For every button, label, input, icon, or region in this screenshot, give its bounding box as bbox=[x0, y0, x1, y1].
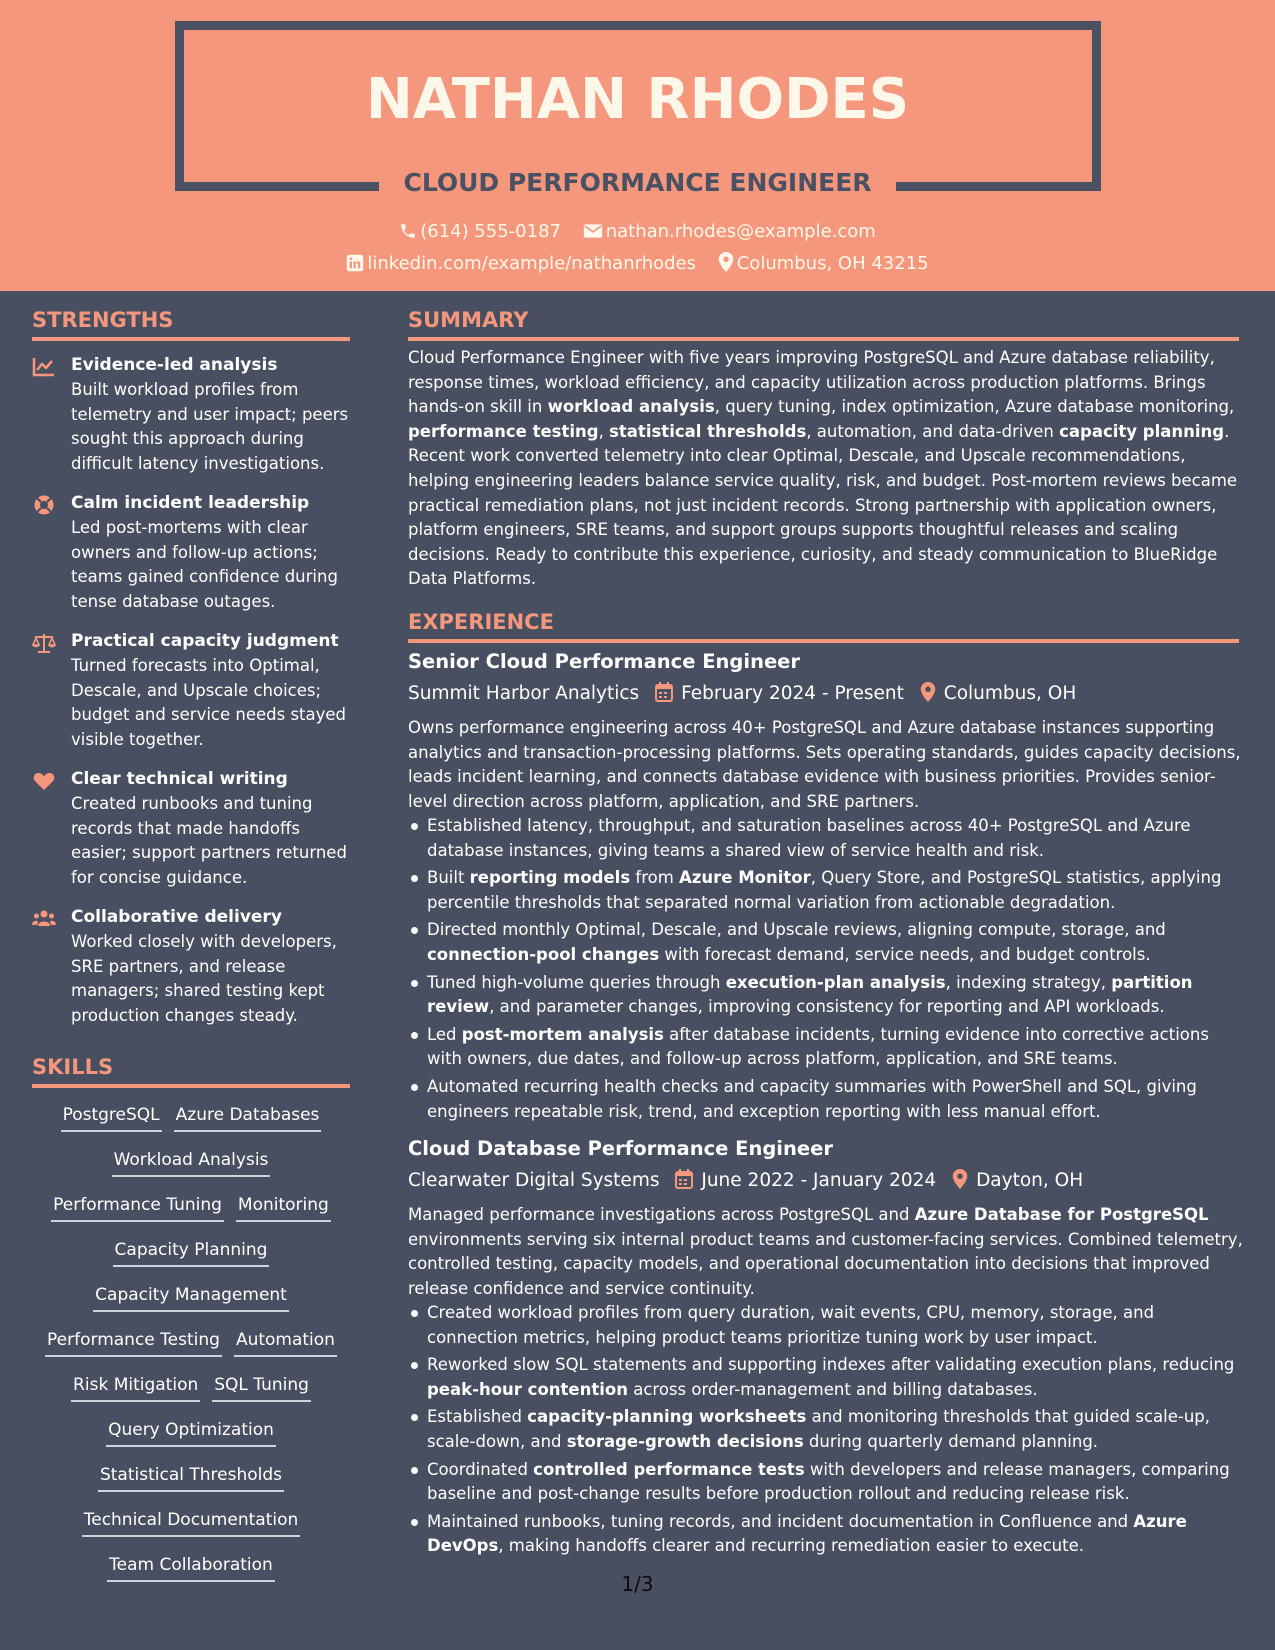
life-ring-icon bbox=[32, 494, 56, 516]
skill-tag: Capacity Management bbox=[93, 1283, 289, 1312]
experience-rule bbox=[408, 639, 1239, 643]
phone-text: (614) 555-0187 bbox=[420, 221, 561, 242]
job-title: Senior Cloud Performance Engineer bbox=[408, 650, 801, 673]
heart-icon bbox=[32, 770, 56, 792]
job-meta bbox=[408, 1168, 1093, 1194]
strength-title: Calm incident leadership bbox=[71, 493, 310, 513]
skill-tag: Performance Tuning bbox=[51, 1193, 224, 1222]
contact-phone[interactable] bbox=[399, 220, 561, 244]
map-pin-icon bbox=[718, 252, 734, 272]
email-text: nathan.rhodes@example.com bbox=[605, 221, 876, 242]
skill-tag: Technical Documentation bbox=[82, 1508, 301, 1537]
job-bullet: Tuned high-volume queries through execution-plan analysis, indexing strategy, partition review, and parameter changes, improving consistency for reporting and API workloads. bbox=[408, 971, 1243, 1020]
map-pin-icon bbox=[952, 1169, 968, 1189]
job-company: Clearwater Digital Systems bbox=[408, 1170, 660, 1191]
skill-row bbox=[32, 1238, 350, 1267]
job-bullet: Automated recurring health checks and capacity summaries with PowerShell and SQL, giving engineers repeatable risk, trend, and exception reporting with less manual effort. bbox=[408, 1075, 1243, 1124]
strength-title: Practical capacity judgment bbox=[71, 631, 339, 651]
job-dates bbox=[655, 681, 904, 707]
strength-title: Collaborative delivery bbox=[71, 907, 282, 927]
strengths-heading: STRENGTHS bbox=[32, 308, 174, 332]
skill-row bbox=[32, 1148, 350, 1177]
job-bullet: Maintained runbooks, tuning records, and incident documentation in Confluence and Azure DevOps, making handoffs clearer and recurring remediation easier to execute. bbox=[408, 1510, 1243, 1559]
summary-rule bbox=[408, 337, 1239, 341]
contact-location bbox=[718, 252, 929, 276]
skill-tag: Monitoring bbox=[236, 1193, 331, 1222]
job-bullet: Coordinated controlled performance tests with developers and release managers, comparing baseline and post-change results before production rollout and reducing release risk. bbox=[408, 1458, 1243, 1507]
candidate-name: NATHAN RHODES bbox=[365, 67, 910, 132]
job-location-text: Columbus, OH bbox=[943, 683, 1077, 704]
job-bullets bbox=[408, 814, 1243, 1127]
linkedin-text: linkedin.com/example/nathanrhodes bbox=[367, 253, 696, 274]
skill-tag: Team Collaboration bbox=[107, 1553, 275, 1582]
skill-tag: PostgreSQL bbox=[61, 1103, 162, 1132]
scale-icon bbox=[32, 632, 56, 654]
linkedin-icon bbox=[346, 254, 364, 272]
job-location-text: Dayton, OH bbox=[976, 1170, 1084, 1191]
skill-tag: SQL Tuning bbox=[212, 1373, 311, 1402]
skill-row bbox=[32, 1283, 350, 1312]
contact-email[interactable] bbox=[583, 220, 876, 244]
strength-desc: Created runbooks and tuning records that made handoffs easier; support partners returned for concise guidance. bbox=[71, 794, 347, 887]
job-company: Summit Harbor Analytics bbox=[408, 683, 640, 704]
job-description: Owns performance engineering across 40+ PostgreSQL and Azure database instances supporting analytics and transaction-processing platforms. Sets operating standards, guides capacity decisions, leads incident learning, and connects database evidence with business priorities. Provides senior-level direction across platform, application, and SRE partners. bbox=[408, 718, 1241, 811]
skill-tag: Workload Analysis bbox=[112, 1148, 271, 1177]
calendar-icon bbox=[675, 1169, 693, 1189]
contact-row-2 bbox=[0, 252, 1275, 276]
strength-desc: Led post-mortems with clear owners and follow-up actions; teams gained confidence during tense database outages. bbox=[71, 518, 338, 611]
location-text: Columbus, OH 43215 bbox=[736, 253, 929, 274]
strengths-rule bbox=[32, 337, 350, 341]
summary-heading: SUMMARY bbox=[408, 308, 529, 332]
resume-header bbox=[0, 0, 1275, 291]
header-frame-top bbox=[175, 21, 1101, 30]
job-location bbox=[920, 681, 1076, 707]
job-description: Managed performance investigations across PostgreSQL and Azure Database for PostgreSQL environments serving six internal product teams and customer-facing services. Combined telemetry, controlled testing, capacity models, and operational documentation into decisions that improved release confidence and service continuity. bbox=[408, 1205, 1243, 1298]
job-bullet: Established capacity-planning worksheets and monitoring thresholds that guided scale-up, scale-down, and storage-growth decisions during quarterly demand planning. bbox=[408, 1405, 1243, 1454]
job-dates-text: June 2022 - January 2024 bbox=[701, 1170, 937, 1191]
skill-row bbox=[32, 1463, 350, 1492]
map-pin-icon bbox=[920, 682, 936, 702]
skill-tag: Azure Databases bbox=[174, 1103, 322, 1132]
calendar-icon bbox=[655, 682, 673, 702]
skill-tag: Query Optimization bbox=[106, 1418, 276, 1447]
skill-tag: Risk Mitigation bbox=[71, 1373, 200, 1402]
candidate-role: CLOUD PERFORMANCE ENGINEER bbox=[403, 168, 872, 197]
skills-heading: SKILLS bbox=[32, 1055, 114, 1079]
skill-row bbox=[32, 1508, 350, 1537]
skill-tag: Statistical Thresholds bbox=[98, 1463, 284, 1492]
phone-icon bbox=[399, 222, 417, 240]
job-location bbox=[952, 1168, 1083, 1194]
skill-row bbox=[32, 1373, 350, 1402]
envelope-icon bbox=[583, 222, 603, 240]
summary-text: Cloud Performance Engineer with five years improving PostgreSQL and Azure database reliability, response times, workload efficiency, and capacity utilization across production platforms. Brings hands-on skill in workload analysis, query tuning, index optimization, Azure database monitoring, performance testing, statistical thresholds, automation, and data-driven capacity planning. Recent work converted telemetry into clear Optimal, Descale, and Upscale recommendations, helping engineering leaders balance service quality, risk, and budget. Post-mortem reviews became practical remediation plans, not just incident records. Strong partnership with application owners, platform engineers, SRE teams, and support groups supports thoughtful releases and scaling decisions. Ready to contribute this experience, curiosity, and steady communication to BlueRidge Data Platforms. bbox=[408, 348, 1238, 589]
strength-desc: Worked closely with developers, SRE partners, and release managers; shared testing kept production changes steady. bbox=[71, 932, 337, 1025]
contact-row-1 bbox=[0, 220, 1275, 244]
skill-row bbox=[32, 1103, 350, 1132]
job-bullet: Created workload profiles from query duration, wait events, CPU, memory, storage, and connection metrics, helping product teams prioritize tuning work by user impact. bbox=[408, 1301, 1243, 1350]
job-bullet: Established latency, throughput, and saturation baselines across 40+ PostgreSQL and Azure database instances, giving teams a shared view of service health and risk. bbox=[408, 814, 1243, 863]
job-title: Cloud Database Performance Engineer bbox=[408, 1137, 833, 1160]
job-dates-text: February 2024 - Present bbox=[681, 683, 904, 704]
contact-linkedin[interactable] bbox=[346, 252, 696, 276]
strength-desc: Built workload profiles from telemetry and user impact; peers sought this approach during difficult latency investigations. bbox=[71, 380, 349, 473]
job-bullet: Built reporting models from Azure Monitor, Query Store, and PostgreSQL statistics, applying percentile thresholds that separated normal variation from actionable degradation. bbox=[408, 866, 1243, 915]
skill-tag: Performance Testing bbox=[45, 1328, 222, 1357]
skill-row bbox=[32, 1193, 350, 1222]
users-icon bbox=[32, 908, 56, 930]
skill-row bbox=[32, 1328, 350, 1357]
strength-title: Clear technical writing bbox=[71, 769, 288, 789]
skill-tag: Automation bbox=[234, 1328, 337, 1357]
skills-rule bbox=[32, 1084, 350, 1088]
chart-line-icon bbox=[32, 356, 56, 378]
job-bullets bbox=[408, 1301, 1243, 1562]
job-bullet: Reworked slow SQL statements and supporting indexes after validating execution plans, reducing peak-hour contention across order-management and billing databases. bbox=[408, 1353, 1243, 1402]
strength-desc: Turned forecasts into Optimal, Descale, and Upscale choices; budget and service needs stayed visible together. bbox=[71, 656, 347, 749]
page-number: 1/3 bbox=[621, 1572, 654, 1596]
strength-title: Evidence-led analysis bbox=[71, 355, 278, 375]
job-dates bbox=[675, 1168, 936, 1194]
skill-row bbox=[32, 1418, 350, 1447]
skill-tag: Capacity Planning bbox=[113, 1238, 270, 1267]
experience-heading: EXPERIENCE bbox=[408, 610, 554, 634]
job-bullet: Directed monthly Optimal, Descale, and Upscale reviews, aligning compute, storage, and connection-pool changes with forecast demand, service needs, and budget controls. bbox=[408, 918, 1243, 967]
job-meta bbox=[408, 681, 1086, 707]
job-bullet: Led post-mortem analysis after database incidents, turning evidence into corrective actions with owners, due dates, and follow-up across platform, application, and SRE teams. bbox=[408, 1023, 1243, 1072]
